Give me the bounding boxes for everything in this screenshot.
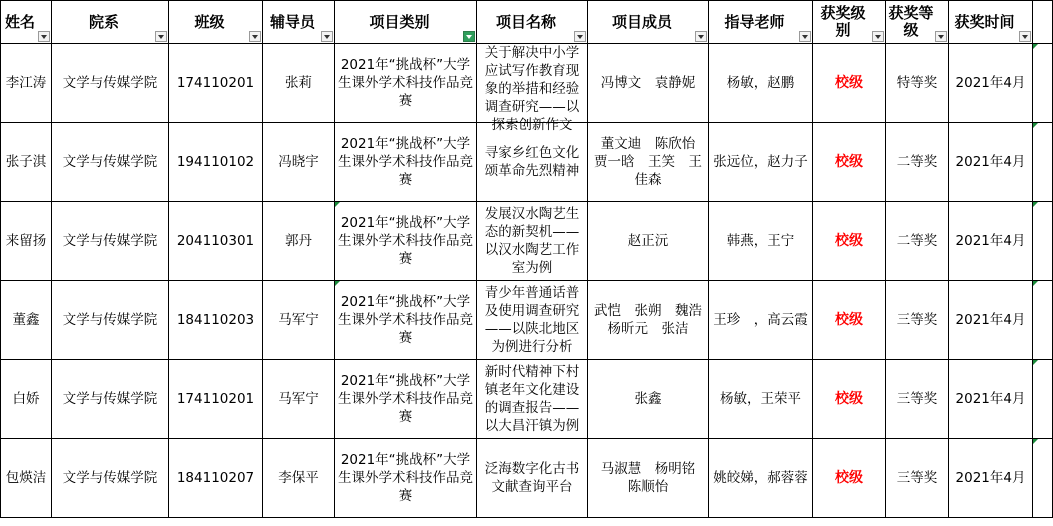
comment-marker-icon (1033, 439, 1038, 444)
cell-level[interactable]: 校级 (813, 439, 886, 518)
filter-dropdown-icon[interactable] (695, 31, 707, 42)
header-name[interactable] (1, 1, 52, 44)
cell-counselor[interactable]: 冯晓宇 (263, 123, 335, 202)
cell-overflow[interactable] (1033, 281, 1053, 360)
cell-text: 武恺 张朔 魏浩 杨昕元 张洁 (594, 303, 716, 337)
filter-dropdown-icon[interactable] (1019, 31, 1031, 42)
cell-time[interactable]: 2021年4月 (949, 281, 1033, 360)
filter-dropdown-icon[interactable] (799, 31, 811, 42)
header-category[interactable] (335, 1, 477, 44)
cell-advisor[interactable] (709, 44, 813, 123)
filter-dropdown-icon[interactable] (249, 31, 261, 42)
header-counselor[interactable] (263, 1, 335, 44)
header-label: 院系 (88, 12, 119, 31)
cell-name[interactable]: 李江涛 (1, 44, 52, 123)
comment-marker-icon (1033, 44, 1038, 49)
header-label: 项目成员 (611, 12, 672, 31)
cell-advisor[interactable] (709, 281, 813, 360)
comment-marker-icon (1033, 281, 1038, 286)
cell-grade[interactable]: 二等奖 (886, 123, 949, 202)
filter-dropdown-icon[interactable] (574, 31, 586, 42)
cell-text: 韩燕，王宁 (726, 233, 795, 249)
cell-class[interactable]: 174110201 (169, 44, 263, 123)
cell-text: 青少年普通话普及使用调查研究——以陕北地区为例进行分析 (484, 285, 580, 355)
cell-text: 董文迪 陈欣怡 贾一晗 王笑 王佳森 (594, 136, 709, 188)
cell-time[interactable]: 2021年4月 (949, 360, 1033, 439)
cell-advisor[interactable] (709, 360, 813, 439)
cell-category[interactable] (335, 360, 477, 439)
cell-text: 新时代精神下村镇老年文化建设的调查报告——以大昌汗镇为例 (484, 364, 580, 434)
header-label: 获奖时间 (954, 12, 1015, 31)
cell-overflow[interactable] (1033, 123, 1053, 202)
header-label: 项目类别 (369, 12, 430, 31)
cell-counselor[interactable]: 马军宁 (263, 360, 335, 439)
cell-advisor[interactable] (709, 202, 813, 281)
header-overflow-cell[interactable] (1033, 1, 1053, 44)
cell-name[interactable]: 张子淇 (1, 123, 52, 202)
filter-dropdown-icon[interactable] (935, 31, 947, 42)
comment-marker-icon (1033, 202, 1038, 207)
cell-department[interactable]: 文学与传媒学院 (52, 360, 169, 439)
header-label: 姓名 (4, 12, 35, 31)
cell-grade[interactable]: 三等奖 (886, 439, 949, 518)
comment-marker-icon (1033, 360, 1038, 365)
filter-dropdown-icon[interactable] (38, 31, 50, 42)
filter-active-icon[interactable] (463, 31, 475, 42)
cell-class[interactable]: 174110201 (169, 360, 263, 439)
cell-category[interactable] (335, 44, 477, 123)
cell-project[interactable] (477, 123, 588, 202)
table-row (1, 281, 1053, 360)
cell-counselor[interactable]: 李保平 (263, 439, 335, 518)
cell-text: 发展汉水陶艺生态的新契机——以汉水陶艺工作室为例 (484, 206, 580, 276)
cell-class[interactable]: 184110203 (169, 281, 263, 360)
cell-grade[interactable]: 三等奖 (886, 281, 949, 360)
cell-counselor[interactable]: 张莉 (263, 44, 335, 123)
header-project[interactable] (477, 1, 588, 44)
cell-text: 2021年“挑战杯”大学生课外学术科技作品竞赛 (338, 452, 473, 504)
cell-advisor[interactable] (709, 439, 813, 518)
header-label: 项目名称 (495, 12, 556, 31)
cell-grade[interactable]: 三等奖 (886, 360, 949, 439)
header-label: 获奖等级 (888, 4, 934, 39)
table-row (1, 123, 1053, 202)
header-advisor[interactable] (709, 1, 813, 44)
cell-members[interactable] (588, 123, 709, 202)
cell-time[interactable]: 2021年4月 (949, 202, 1033, 281)
header-label: 获奖级别 (820, 4, 866, 39)
cell-text: 2021年“挑战杯”大学生课外学术科技作品竞赛 (338, 57, 473, 109)
cell-project[interactable] (477, 44, 588, 133)
cell-grade[interactable]: 二等奖 (886, 202, 949, 281)
header-row (1, 1, 1053, 44)
comment-marker-icon (335, 202, 340, 207)
cell-text: 杨敏，赵鹏 (726, 75, 795, 91)
filter-dropdown-icon[interactable] (321, 31, 333, 42)
cell-text: 寻家乡红色文化颂革命先烈精神 (484, 145, 580, 179)
cell-text: 赵正沅 (627, 233, 669, 249)
comment-marker-icon (335, 281, 340, 286)
cell-members[interactable] (588, 202, 709, 281)
cell-overflow[interactable] (1033, 202, 1053, 281)
cell-overflow[interactable] (1033, 439, 1053, 518)
cell-text: 泛海数字化古书文献查询平台 (484, 461, 580, 495)
cell-members[interactable] (588, 44, 709, 123)
cell-time[interactable]: 2021年4月 (949, 123, 1033, 202)
cell-members[interactable] (588, 439, 709, 518)
cell-text: 张远位，赵力子 (713, 154, 808, 170)
cell-text: 2021年“挑战杯”大学生课外学术科技作品竞赛 (338, 373, 473, 425)
cell-counselor[interactable]: 郭丹 (263, 202, 335, 281)
cell-department[interactable]: 文学与传媒学院 (52, 439, 169, 518)
cell-department[interactable]: 文学与传媒学院 (52, 202, 169, 281)
cell-text: 2021年“挑战杯”大学生课外学术科技作品竞赛 (338, 215, 473, 267)
cell-category[interactable] (335, 123, 477, 202)
cell-level[interactable]: 校级 (813, 281, 886, 360)
cell-members[interactable] (588, 360, 709, 439)
cell-department[interactable]: 文学与传媒学院 (52, 281, 169, 360)
cell-text: 姚皎娣，郝蓉蓉 (713, 470, 808, 486)
header-members[interactable] (588, 1, 709, 44)
header-label: 班级 (194, 12, 225, 31)
cell-advisor[interactable] (709, 123, 813, 202)
cell-time[interactable]: 2021年4月 (949, 439, 1033, 518)
cell-name[interactable]: 董鑫 (1, 281, 52, 360)
cell-time[interactable]: 2021年4月 (949, 44, 1033, 123)
comment-marker-icon (1033, 123, 1038, 128)
cell-project[interactable] (477, 439, 588, 518)
cell-category[interactable] (335, 439, 477, 518)
cell-overflow[interactable] (1033, 44, 1053, 123)
cell-department[interactable]: 文学与传媒学院 (52, 123, 169, 202)
cell-text: 2021年“挑战杯”大学生课外学术科技作品竞赛 (338, 294, 473, 346)
table-row (1, 439, 1053, 518)
cell-level[interactable]: 校级 (813, 202, 886, 281)
cell-members[interactable] (588, 281, 716, 360)
header-department[interactable] (52, 1, 169, 44)
table-row (1, 202, 1053, 281)
cell-text: 关于解决中小学应试写作教育现象的举措和经验调查研究——以探索创新作文 (484, 45, 580, 133)
cell-overflow[interactable] (1033, 360, 1053, 439)
cell-project[interactable] (477, 281, 588, 360)
header-level[interactable] (813, 1, 886, 44)
cell-name[interactable]: 来留扬 (1, 202, 52, 281)
cell-department[interactable]: 文学与传媒学院 (52, 44, 169, 123)
header-class[interactable] (169, 1, 263, 44)
cell-text: 马淑慧 杨明铭 陈顺怡 (600, 461, 709, 495)
cell-category[interactable] (335, 281, 477, 360)
filter-dropdown-icon[interactable] (872, 31, 884, 42)
table-row (1, 360, 1053, 439)
cell-text: 王珍 ，高云霞 (713, 312, 808, 328)
cell-grade[interactable]: 特等奖 (886, 44, 949, 123)
cell-level[interactable]: 校级 (813, 44, 886, 123)
cell-level[interactable]: 校级 (813, 360, 886, 439)
cell-text: 张鑫 (634, 391, 662, 407)
cell-text: 2021年“挑战杯”大学生课外学术科技作品竞赛 (338, 136, 473, 188)
cell-counselor[interactable]: 马军宁 (263, 281, 335, 360)
cell-name[interactable]: 包煐洁 (1, 439, 52, 518)
header-grade[interactable] (886, 1, 949, 44)
table-row (1, 44, 1053, 123)
header-label: 指导老师 (724, 12, 785, 31)
header-label: 辅导员 (269, 12, 315, 31)
cell-project[interactable] (477, 202, 588, 281)
header-time[interactable] (949, 1, 1033, 44)
cell-project[interactable] (477, 360, 588, 439)
cell-category[interactable] (335, 202, 477, 281)
filter-dropdown-icon[interactable] (155, 31, 167, 42)
cell-text: 杨敏，王荣平 (720, 391, 801, 407)
cell-level[interactable]: 校级 (813, 123, 886, 202)
cell-text: 冯博文 袁静妮 (600, 75, 696, 91)
cell-class[interactable]: 204110301 (169, 202, 263, 281)
cell-name[interactable]: 白娇 (1, 360, 52, 439)
cell-class[interactable]: 194110102 (169, 123, 263, 202)
cell-class[interactable]: 184110207 (169, 439, 263, 518)
